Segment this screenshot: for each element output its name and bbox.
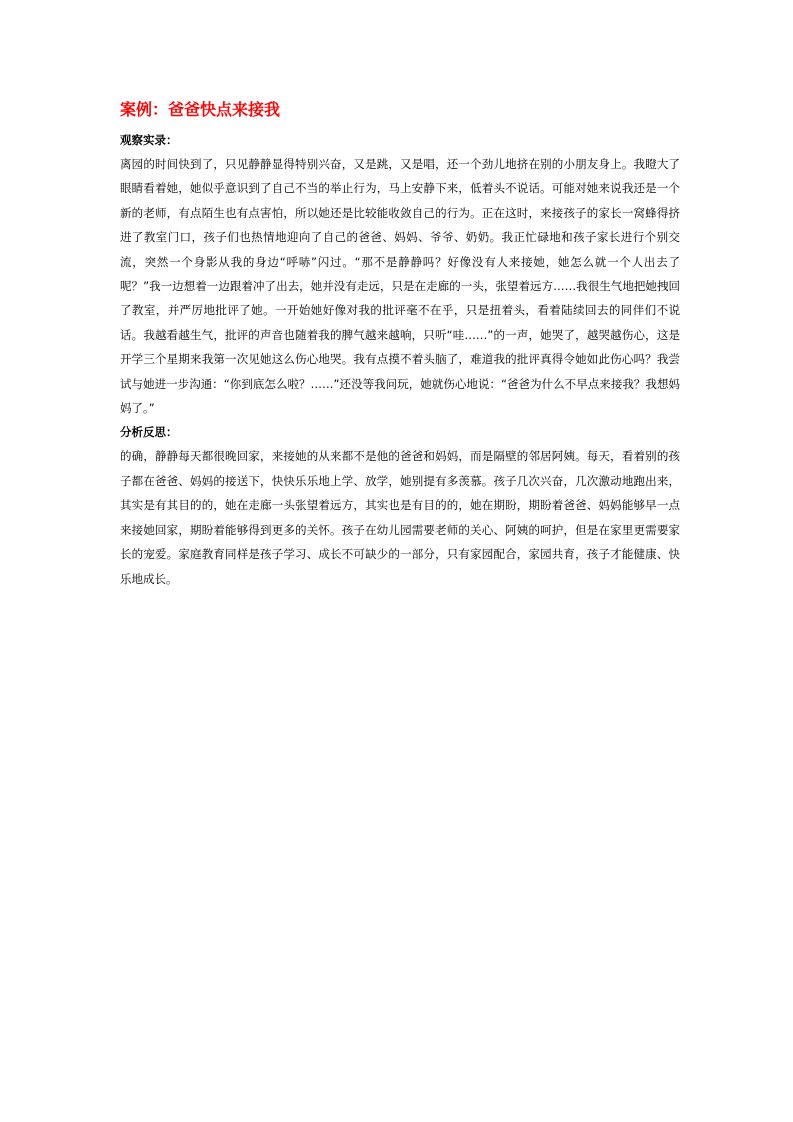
document-content bbox=[120, 98, 680, 595]
observation-heading: 观察实录： bbox=[120, 133, 178, 147]
analysis-heading: 分析反思： bbox=[120, 425, 178, 440]
case-title: 案例：爸爸快点来接我 bbox=[120, 100, 281, 119]
observation-paragraph: 离园的时间快到了，只见静静显得特别兴奋，又是跳，又是唱，还一个劲儿地挤在别的小朋友身上。我瞪大了眼睛看着她，她似乎意识到了自己不当的举止行为，马上安静下来，低着头不说话。可能对她来说我还是一个新的老师，有点陌生也有点害怕，所以她还是比较能收敛自己的行为。正在这时，来接孩子的家长一窝蜂得挤进了教室门口，孩子们也热情地迎向了自己的爸爸、妈妈、爷爷、奶奶。我正忙碌地和孩子家长进行个别交流，突然一个身影从我的身边“呼哧”闪过。“那不是静静吗？好像没有人来接她，她怎么就一个人出去了呢？”我一边想着一边跟着冲了出去，她并没有走远，只是在走廊的一头，张望着远方……我很生气地把她拽回了教室，并严厉地批评了她。一开始她好像对我的批评毫不在乎，只是扭着头，看着陆续回去的同伴们不说话。我越看越生气，批评的声音也随着我的脾气越来越响，只听“哇……”的一声，她哭了，越哭越伤心，这是开学三个星期来我第一次见她这么伤心地哭。我有点摸不着头脑了，难道我的批评真得令她如此伤心吗？我尝试与她进一步沟通：“你到底怎么啦？……”还没等我问玩，她就伤心地说：“爸爸为什么不早点来接我？我想妈妈了。” bbox=[120, 157, 680, 416]
analysis-paragraph: 的确，静静每天都很晚回家，来接她的从来都不是他的爸爸和妈妈，而是隔壁的邻居阿姨。每天，看着别的孩子都在爸爸、妈妈的接送下，快快乐乐地上学、放学，她别提有多羡慕。孩子几次兴奋，几次激动地跑出来，其实是有其目的的，她在走廊一头张望着远方，其实也是有目的的，她在期盼，期盼着爸爸、妈妈能够早一点来接她回家，期盼着能够得到更多的关怀。孩子在幼儿园需要老师的关心、阿姨的呵护，但是在家里更需要家长的宠爱。家庭教育同样是孩子学习、成长不可缺少的一部分，只有家园配合，家园共育，孩子才能健康、快乐地成长。 bbox=[120, 449, 680, 586]
